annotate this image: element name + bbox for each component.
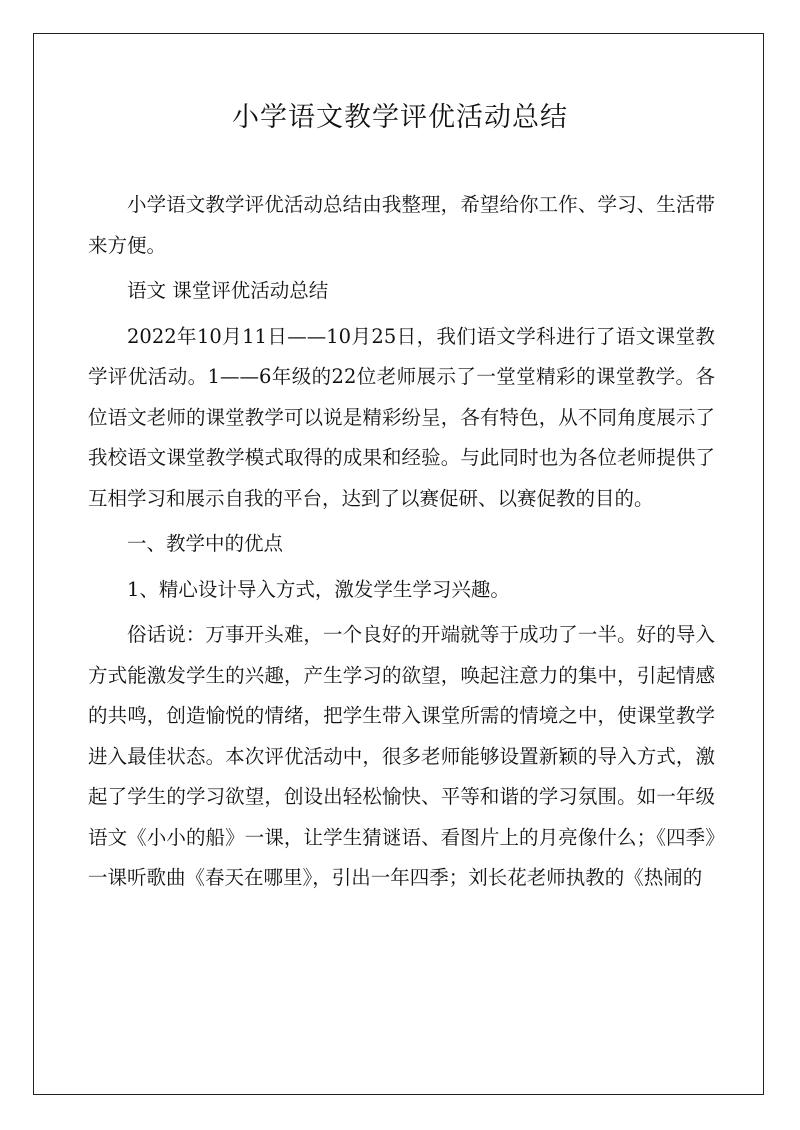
body-paragraph: 俗话说：万事开头难，一个良好的开端就等于成功了一半。好的导入方式能激发学生的兴趣，产生学习的欲望，唤起注意力的集中，引起情感的共鸣，创造愉悦的情绪，把学生带入课堂所需的情境之中，使课堂教学进入最佳状态。本次评优活动中，很多老师能够设置新颖的导入方式，激起了学生的学习欲望，创设出轻松愉快、平等和谐的学习氛围。如一年级语文《小小的船》一课，让学生猜谜语、看图片上的月亮像什么；《四季》一课听歌曲《春天在哪里》，引出一年四季；刘长花老师执教的《热闹的 bbox=[88, 623, 715, 889]
section-subtitle: 语文 课堂评优活动总结 bbox=[127, 279, 329, 302]
subsection-heading: 1、精心设计导入方式，激发学生学习兴趣。 bbox=[127, 577, 510, 601]
document-body bbox=[88, 185, 715, 904]
intro-paragraph: 小学语文教学评优活动总结由我整理，希望给你工作、学习、生活带来方便。 bbox=[88, 193, 715, 257]
section-heading: 一、教学中的优点 bbox=[127, 532, 284, 555]
document-title: 小学语文教学评优活动总结 bbox=[232, 102, 568, 133]
body-paragraph: 2022年10月11日——10月25日，我们语文学科进行了语文课堂教学评优活动。1——6年级的22位老师展示了一堂堂精彩的课堂教学。各位语文老师的课堂教学可以说是精彩纷呈，各有特色，从不同角度展示了我校语文课堂教学模式取得的成果和经验。与此同时也为各位老师提供了互相学习和展示自我的平台，达到了以赛促研、以赛促教的目的。 bbox=[88, 324, 715, 510]
